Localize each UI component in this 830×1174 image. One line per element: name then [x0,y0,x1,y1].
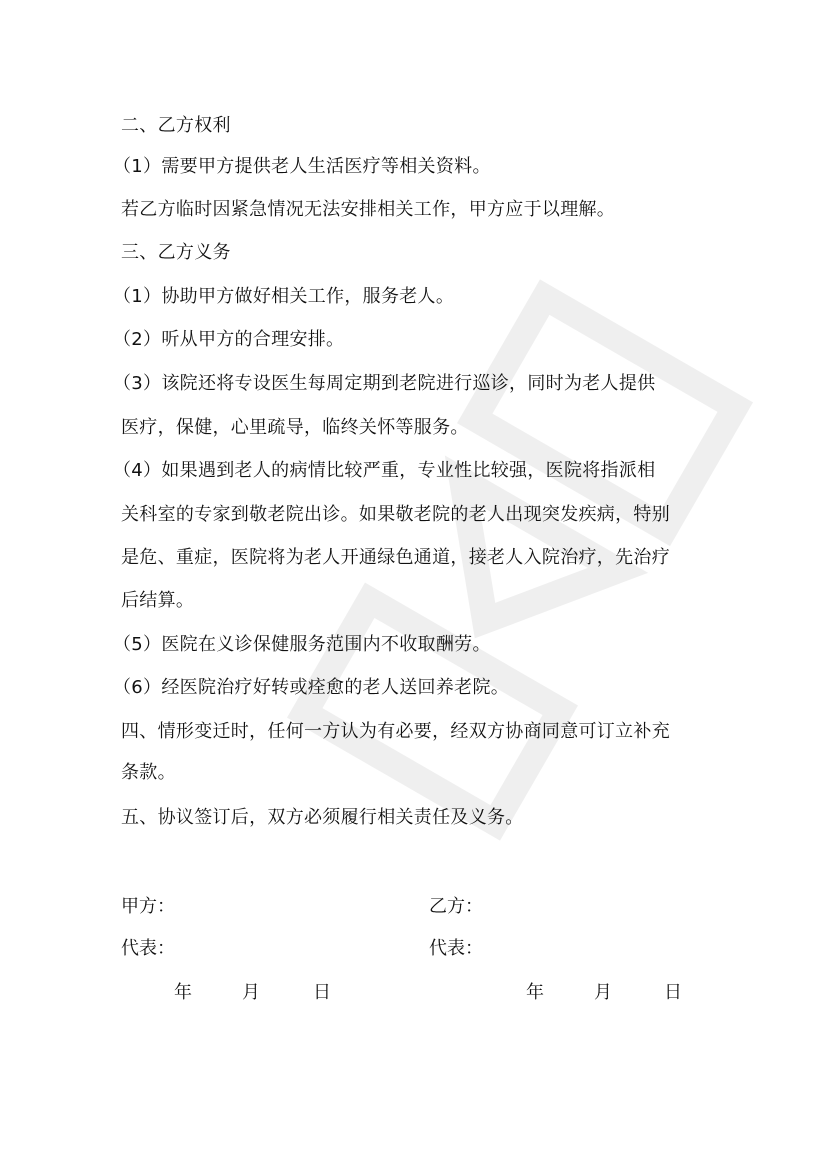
text-line: 关科室的专家到敬老院出诊。如果敬老院的老人出现突发疾病，特别 [121,504,670,525]
text-line: 二、乙方权利 [121,115,231,136]
text-line: 条款。 [121,762,176,783]
text-line: 五、协议签订后，双方必须履行相关责任及义务。 [121,807,524,828]
text-line: 后结算。 [121,590,195,611]
rep-b-label: 代表： [429,938,483,959]
party-b-label: 乙方： [429,896,483,917]
text-line: 医疗，保健，心里疏导，临终关怀等服务。 [121,417,469,438]
text-line: 三、乙方义务 [121,242,231,263]
text-line: （5）医院在义诊保健服务范围内不收取酬劳。 [113,634,491,655]
text-line: （2）听从甲方的合理安排。 [113,329,345,350]
date-b-month: 月 [594,982,612,1003]
date-a-day: 日 [313,982,331,1003]
text-line: （4）如果遇到老人的病情比较严重，专业性比较强，医院将指派相 [113,460,656,481]
text-line: 四、情形变迁时，任何一方认为有必要，经双方协商同意可订立补充 [121,721,670,742]
date-a-month: 月 [242,982,260,1003]
text-line: （3）该院还将专设医生每周定期到老院进行巡诊，同时为老人提供 [113,373,656,394]
text-line: （6）经医院治疗好转或痊愈的老人送回养老院。 [113,677,510,698]
date-b-day: 日 [664,982,682,1003]
text-line: 若乙方临时因紧急情况无法安排相关工作，甲方应于以理解。 [121,199,616,220]
text-line: （1）协助甲方做好相关工作，服务老人。 [113,286,455,307]
text-line: （1）需要甲方提供老人生活医疗等相关资料。 [113,156,491,177]
party-a-label: 甲方： [121,896,175,917]
rep-a-label: 代表： [121,938,175,959]
text-line: 是危、重症，医院将为老人开通绿色通道，接老人入院治疗，先治疗 [121,547,670,568]
date-a-year: 年 [174,982,192,1003]
date-b-year: 年 [526,982,544,1003]
